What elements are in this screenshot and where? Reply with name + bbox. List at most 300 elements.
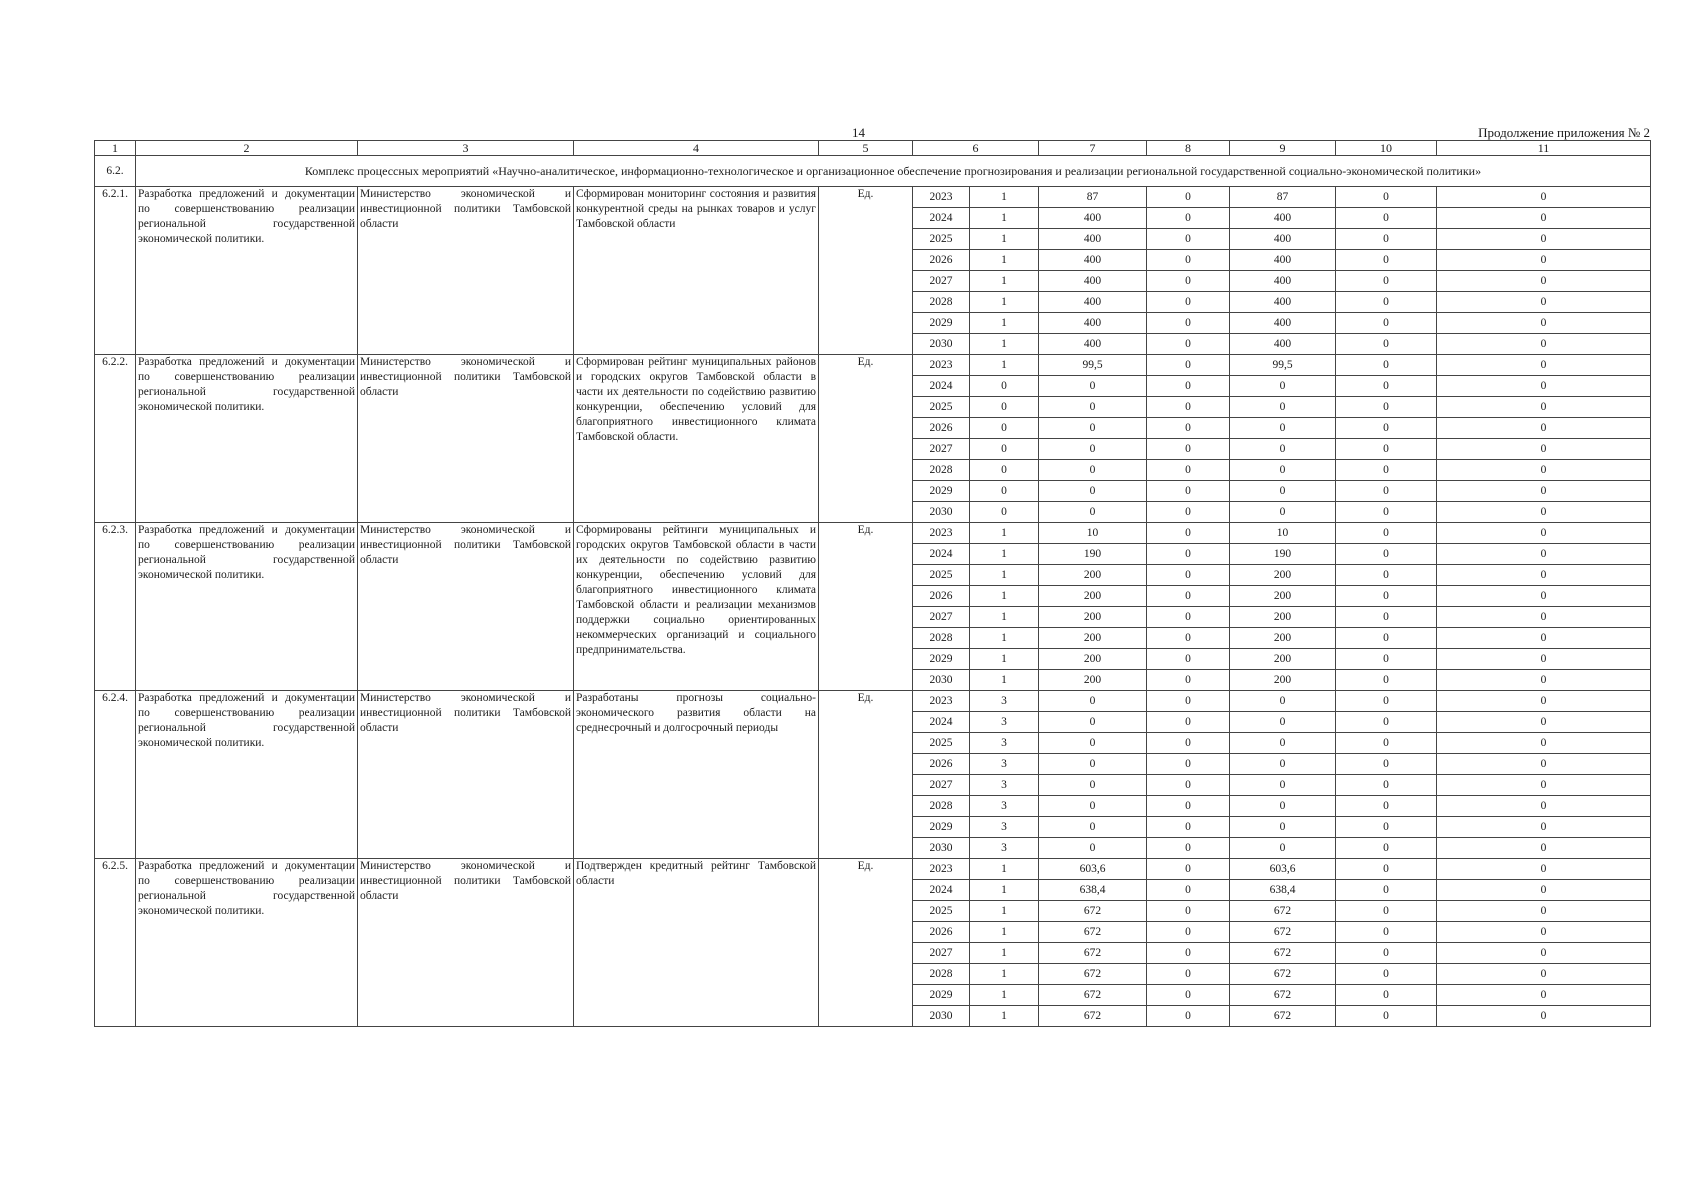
cell-col6: 1	[970, 649, 1039, 670]
cell-col10: 0	[1336, 817, 1437, 838]
cell-col7: 400	[1039, 271, 1147, 292]
cell-col9: 672	[1230, 901, 1336, 922]
cell-col6: 1	[970, 670, 1039, 691]
cell-col7: 87	[1039, 187, 1147, 208]
cell-col7: 400	[1039, 313, 1147, 334]
cell-year: 2028	[913, 964, 970, 985]
item-executor: Министерство экономической и инвестиционной политики Тамбовской области	[358, 691, 574, 859]
cell-col9: 0	[1230, 397, 1336, 418]
cell-col6: 1	[970, 880, 1039, 901]
cell-col8: 0	[1147, 901, 1230, 922]
cell-col11: 0	[1437, 376, 1651, 397]
item-name: Разработка предложений и документации по совершенствованию реализации региональной государственной экономической политики.	[136, 355, 358, 523]
cell-col7: 200	[1039, 670, 1147, 691]
cell-col9: 0	[1230, 481, 1336, 502]
cell-year: 2024	[913, 712, 970, 733]
cell-col9: 0	[1230, 817, 1336, 838]
cell-col11: 0	[1437, 733, 1651, 754]
cell-col6: 0	[970, 481, 1039, 502]
cell-col8: 0	[1147, 544, 1230, 565]
cell-col10: 0	[1336, 523, 1437, 544]
cell-col9: 672	[1230, 1006, 1336, 1027]
cell-year: 2030	[913, 1006, 970, 1027]
program-table	[94, 140, 1651, 1027]
cell-col8: 0	[1147, 943, 1230, 964]
cell-year: 2025	[913, 733, 970, 754]
cell-col11: 0	[1437, 901, 1651, 922]
cell-col10: 0	[1336, 607, 1437, 628]
cell-col7: 400	[1039, 334, 1147, 355]
cell-col7: 0	[1039, 796, 1147, 817]
cell-col6: 3	[970, 733, 1039, 754]
cell-col11: 0	[1437, 670, 1651, 691]
cell-year: 2026	[913, 754, 970, 775]
cell-col9: 672	[1230, 964, 1336, 985]
cell-col7: 672	[1039, 985, 1147, 1006]
cell-year: 2029	[913, 313, 970, 334]
cell-col9: 190	[1230, 544, 1336, 565]
cell-year: 2027	[913, 775, 970, 796]
cell-col11: 0	[1437, 1006, 1651, 1027]
cell-year: 2028	[913, 460, 970, 481]
cell-year: 2028	[913, 796, 970, 817]
cell-col6: 3	[970, 754, 1039, 775]
cell-col7: 200	[1039, 649, 1147, 670]
cell-col10: 0	[1336, 964, 1437, 985]
item-number: 6.2.3.	[95, 523, 136, 691]
cell-col8: 0	[1147, 460, 1230, 481]
cell-col11: 0	[1437, 292, 1651, 313]
cell-col10: 0	[1336, 754, 1437, 775]
cell-year: 2024	[913, 376, 970, 397]
cell-col9: 200	[1230, 649, 1336, 670]
cell-col10: 0	[1336, 250, 1437, 271]
cell-col7: 0	[1039, 376, 1147, 397]
cell-col7: 672	[1039, 964, 1147, 985]
cell-col8: 0	[1147, 292, 1230, 313]
cell-col11: 0	[1437, 418, 1651, 439]
column-header-9: 9	[1230, 141, 1336, 156]
cell-col10: 0	[1336, 628, 1437, 649]
cell-col10: 0	[1336, 796, 1437, 817]
cell-col6: 1	[970, 901, 1039, 922]
cell-col6: 1	[970, 313, 1039, 334]
cell-col8: 0	[1147, 271, 1230, 292]
cell-col8: 0	[1147, 418, 1230, 439]
cell-col7: 672	[1039, 943, 1147, 964]
cell-col7: 672	[1039, 901, 1147, 922]
cell-col10: 0	[1336, 943, 1437, 964]
cell-col9: 200	[1230, 607, 1336, 628]
cell-col8: 0	[1147, 565, 1230, 586]
item-result: Подтвержден кредитный рейтинг Тамбовской области	[574, 859, 819, 1027]
cell-col11: 0	[1437, 187, 1651, 208]
column-header-1: 1	[95, 141, 136, 156]
cell-year: 2028	[913, 292, 970, 313]
cell-col8: 0	[1147, 481, 1230, 502]
cell-col7: 0	[1039, 397, 1147, 418]
cell-col7: 672	[1039, 1006, 1147, 1027]
cell-col9: 400	[1230, 313, 1336, 334]
cell-year: 2024	[913, 880, 970, 901]
cell-col8: 0	[1147, 250, 1230, 271]
cell-col11: 0	[1437, 817, 1651, 838]
cell-col8: 0	[1147, 208, 1230, 229]
cell-col9: 0	[1230, 691, 1336, 712]
cell-col10: 0	[1336, 418, 1437, 439]
page-number: 14	[852, 125, 865, 140]
cell-col11: 0	[1437, 964, 1651, 985]
cell-col7: 0	[1039, 502, 1147, 523]
cell-col11: 0	[1437, 229, 1651, 250]
cell-col9: 0	[1230, 376, 1336, 397]
cell-col11: 0	[1437, 544, 1651, 565]
cell-year: 2025	[913, 901, 970, 922]
column-header-4: 4	[574, 141, 819, 156]
cell-year: 2028	[913, 628, 970, 649]
item-year-row	[95, 355, 1651, 376]
cell-col9: 0	[1230, 439, 1336, 460]
item-name: Разработка предложений и документации по совершенствованию реализации региональной государственной экономической политики.	[136, 523, 358, 691]
cell-year: 2029	[913, 985, 970, 1006]
cell-col9: 0	[1230, 460, 1336, 481]
cell-col10: 0	[1336, 355, 1437, 376]
cell-col9: 0	[1230, 775, 1336, 796]
cell-col11: 0	[1437, 859, 1651, 880]
cell-col7: 0	[1039, 691, 1147, 712]
cell-col8: 0	[1147, 313, 1230, 334]
item-unit: Ед.	[819, 355, 913, 523]
cell-col7: 0	[1039, 775, 1147, 796]
cell-col10: 0	[1336, 838, 1437, 859]
cell-col10: 0	[1336, 376, 1437, 397]
cell-col6: 1	[970, 187, 1039, 208]
cell-col8: 0	[1147, 334, 1230, 355]
cell-col6: 3	[970, 796, 1039, 817]
item-year-row	[95, 187, 1651, 208]
cell-col8: 0	[1147, 523, 1230, 544]
cell-col11: 0	[1437, 586, 1651, 607]
appendix-note: Продолжение приложения № 2	[1478, 125, 1650, 140]
cell-col6: 1	[970, 985, 1039, 1006]
cell-col9: 200	[1230, 565, 1336, 586]
item-executor: Министерство экономической и инвестиционной политики Тамбовской области	[358, 859, 574, 1027]
cell-col9: 672	[1230, 922, 1336, 943]
cell-col6: 1	[970, 922, 1039, 943]
cell-col6: 1	[970, 271, 1039, 292]
cell-col11: 0	[1437, 628, 1651, 649]
cell-year: 2026	[913, 250, 970, 271]
cell-col8: 0	[1147, 985, 1230, 1006]
cell-col6: 1	[970, 586, 1039, 607]
cell-col9: 400	[1230, 250, 1336, 271]
cell-col10: 0	[1336, 271, 1437, 292]
cell-col11: 0	[1437, 565, 1651, 586]
cell-col7: 0	[1039, 712, 1147, 733]
cell-col8: 0	[1147, 355, 1230, 376]
cell-col8: 0	[1147, 586, 1230, 607]
cell-year: 2023	[913, 355, 970, 376]
cell-col8: 0	[1147, 859, 1230, 880]
cell-col7: 0	[1039, 754, 1147, 775]
cell-col11: 0	[1437, 439, 1651, 460]
column-header-3: 3	[358, 141, 574, 156]
cell-col10: 0	[1336, 460, 1437, 481]
cell-col6: 0	[970, 460, 1039, 481]
cell-col6: 1	[970, 292, 1039, 313]
cell-col11: 0	[1437, 880, 1651, 901]
cell-col6: 1	[970, 334, 1039, 355]
item-number: 6.2.2.	[95, 355, 136, 523]
cell-col10: 0	[1336, 1006, 1437, 1027]
cell-col8: 0	[1147, 187, 1230, 208]
cell-col9: 0	[1230, 712, 1336, 733]
item-year-row	[95, 523, 1651, 544]
cell-col6: 1	[970, 565, 1039, 586]
cell-col8: 0	[1147, 649, 1230, 670]
cell-col7: 638,4	[1039, 880, 1147, 901]
cell-col8: 0	[1147, 754, 1230, 775]
cell-year: 2024	[913, 544, 970, 565]
section-title: Комплекс процессных мероприятий «Научно-аналитическое, информационно-технологическое и организационное обеспечение прогнозирования и реализации региональной государственной социально-экономической политики»	[136, 156, 1651, 187]
column-header-5: 5	[819, 141, 913, 156]
cell-year: 2027	[913, 607, 970, 628]
cell-year: 2025	[913, 397, 970, 418]
column-header-11: 11	[1437, 141, 1651, 156]
cell-col6: 1	[970, 964, 1039, 985]
item-name: Разработка предложений и документации по совершенствованию реализации региональной государственной экономической политики.	[136, 691, 358, 859]
column-header-6: 6	[913, 141, 1039, 156]
cell-col6: 0	[970, 502, 1039, 523]
cell-col10: 0	[1336, 691, 1437, 712]
cell-col7: 400	[1039, 250, 1147, 271]
cell-col6: 3	[970, 775, 1039, 796]
cell-col11: 0	[1437, 775, 1651, 796]
cell-year: 2026	[913, 586, 970, 607]
cell-col11: 0	[1437, 754, 1651, 775]
cell-col10: 0	[1336, 313, 1437, 334]
cell-col9: 200	[1230, 628, 1336, 649]
cell-col8: 0	[1147, 838, 1230, 859]
cell-col8: 0	[1147, 775, 1230, 796]
cell-col8: 0	[1147, 229, 1230, 250]
cell-col6: 1	[970, 943, 1039, 964]
cell-col6: 1	[970, 523, 1039, 544]
cell-col8: 0	[1147, 964, 1230, 985]
cell-year: 2023	[913, 691, 970, 712]
item-number: 6.2.1.	[95, 187, 136, 355]
cell-col10: 0	[1336, 712, 1437, 733]
cell-col11: 0	[1437, 985, 1651, 1006]
cell-col10: 0	[1336, 397, 1437, 418]
cell-col11: 0	[1437, 250, 1651, 271]
cell-year: 2029	[913, 481, 970, 502]
cell-col10: 0	[1336, 208, 1437, 229]
cell-col9: 672	[1230, 943, 1336, 964]
cell-col11: 0	[1437, 649, 1651, 670]
cell-col8: 0	[1147, 1006, 1230, 1027]
cell-col10: 0	[1336, 334, 1437, 355]
cell-col8: 0	[1147, 712, 1230, 733]
section-row	[95, 156, 1651, 187]
cell-col11: 0	[1437, 922, 1651, 943]
cell-col7: 0	[1039, 817, 1147, 838]
cell-col6: 3	[970, 838, 1039, 859]
cell-col9: 200	[1230, 670, 1336, 691]
cell-col6: 3	[970, 817, 1039, 838]
cell-col7: 0	[1039, 418, 1147, 439]
cell-col10: 0	[1336, 649, 1437, 670]
cell-col11: 0	[1437, 712, 1651, 733]
cell-year: 2027	[913, 943, 970, 964]
cell-col9: 400	[1230, 271, 1336, 292]
cell-col11: 0	[1437, 607, 1651, 628]
cell-year: 2026	[913, 418, 970, 439]
cell-col10: 0	[1336, 187, 1437, 208]
cell-col6: 1	[970, 628, 1039, 649]
item-executor: Министерство экономической и инвестиционной политики Тамбовской области	[358, 355, 574, 523]
cell-col7: 0	[1039, 460, 1147, 481]
item-unit: Ед.	[819, 187, 913, 355]
cell-col11: 0	[1437, 943, 1651, 964]
cell-col9: 400	[1230, 208, 1336, 229]
cell-col11: 0	[1437, 271, 1651, 292]
cell-col10: 0	[1336, 775, 1437, 796]
cell-col9: 672	[1230, 985, 1336, 1006]
cell-col6: 1	[970, 208, 1039, 229]
cell-col11: 0	[1437, 313, 1651, 334]
cell-col10: 0	[1336, 985, 1437, 1006]
cell-col8: 0	[1147, 796, 1230, 817]
cell-col9: 0	[1230, 502, 1336, 523]
cell-col7: 0	[1039, 439, 1147, 460]
cell-year: 2025	[913, 229, 970, 250]
cell-col11: 0	[1437, 523, 1651, 544]
item-number: 6.2.4.	[95, 691, 136, 859]
cell-year: 2023	[913, 187, 970, 208]
column-header-8: 8	[1147, 141, 1230, 156]
cell-year: 2026	[913, 922, 970, 943]
cell-col8: 0	[1147, 376, 1230, 397]
cell-col6: 3	[970, 691, 1039, 712]
cell-col6: 1	[970, 229, 1039, 250]
cell-col9: 400	[1230, 292, 1336, 313]
cell-col6: 1	[970, 859, 1039, 880]
cell-year: 2027	[913, 439, 970, 460]
cell-col6: 1	[970, 1006, 1039, 1027]
cell-col9: 0	[1230, 796, 1336, 817]
cell-col8: 0	[1147, 607, 1230, 628]
cell-col9: 0	[1230, 733, 1336, 754]
cell-col6: 3	[970, 712, 1039, 733]
column-number-row	[95, 141, 1651, 156]
cell-col10: 0	[1336, 859, 1437, 880]
cell-col10: 0	[1336, 565, 1437, 586]
cell-col11: 0	[1437, 691, 1651, 712]
cell-col9: 638,4	[1230, 880, 1336, 901]
item-result: Сформирован мониторинг состояния и развития конкурентной среды на рынках товаров и услуг Тамбовской области	[574, 187, 819, 355]
cell-year: 2023	[913, 859, 970, 880]
cell-col10: 0	[1336, 880, 1437, 901]
cell-col9: 0	[1230, 838, 1336, 859]
cell-year: 2029	[913, 817, 970, 838]
cell-col7: 0	[1039, 733, 1147, 754]
cell-col10: 0	[1336, 292, 1437, 313]
cell-col10: 0	[1336, 670, 1437, 691]
item-unit: Ед.	[819, 691, 913, 859]
cell-col9: 400	[1230, 229, 1336, 250]
cell-col9: 0	[1230, 418, 1336, 439]
cell-year: 2029	[913, 649, 970, 670]
cell-col8: 0	[1147, 502, 1230, 523]
cell-col10: 0	[1336, 502, 1437, 523]
cell-col6: 0	[970, 376, 1039, 397]
cell-col7: 400	[1039, 292, 1147, 313]
cell-year: 2027	[913, 271, 970, 292]
cell-col7: 99,5	[1039, 355, 1147, 376]
cell-col11: 0	[1437, 838, 1651, 859]
cell-col6: 1	[970, 607, 1039, 628]
cell-year: 2030	[913, 670, 970, 691]
cell-col9: 10	[1230, 523, 1336, 544]
cell-col11: 0	[1437, 502, 1651, 523]
cell-col8: 0	[1147, 397, 1230, 418]
cell-col7: 0	[1039, 481, 1147, 502]
section-number: 6.2.	[95, 156, 136, 187]
cell-col6: 0	[970, 397, 1039, 418]
cell-col9: 99,5	[1230, 355, 1336, 376]
cell-col6: 1	[970, 355, 1039, 376]
cell-col7: 200	[1039, 565, 1147, 586]
cell-col8: 0	[1147, 880, 1230, 901]
cell-year: 2030	[913, 334, 970, 355]
item-unit: Ед.	[819, 523, 913, 691]
cell-col10: 0	[1336, 229, 1437, 250]
item-year-row	[95, 859, 1651, 880]
item-executor: Министерство экономической и инвестиционной политики Тамбовской области	[358, 523, 574, 691]
cell-col7: 400	[1039, 208, 1147, 229]
item-unit: Ед.	[819, 859, 913, 1027]
cell-year: 2023	[913, 523, 970, 544]
cell-col7: 10	[1039, 523, 1147, 544]
cell-col8: 0	[1147, 922, 1230, 943]
cell-col10: 0	[1336, 544, 1437, 565]
cell-col6: 0	[970, 418, 1039, 439]
cell-col11: 0	[1437, 355, 1651, 376]
cell-col7: 400	[1039, 229, 1147, 250]
cell-col11: 0	[1437, 460, 1651, 481]
cell-col9: 87	[1230, 187, 1336, 208]
item-name: Разработка предложений и документации по совершенствованию реализации региональной государственной экономической политики.	[136, 859, 358, 1027]
cell-col7: 0	[1039, 838, 1147, 859]
cell-col10: 0	[1336, 733, 1437, 754]
cell-col6: 0	[970, 439, 1039, 460]
cell-year: 2025	[913, 565, 970, 586]
cell-col6: 1	[970, 544, 1039, 565]
cell-col11: 0	[1437, 208, 1651, 229]
cell-year: 2024	[913, 208, 970, 229]
item-result: Сформирован рейтинг муниципальных районов и городских округов Тамбовской области в части их деятельности по содействию развитию конкуренции, обеспечению условий для благоприятного инвестиционного климата Тамбовской области.	[574, 355, 819, 523]
column-header-10: 10	[1336, 141, 1437, 156]
cell-col10: 0	[1336, 439, 1437, 460]
cell-col7: 190	[1039, 544, 1147, 565]
cell-col9: 400	[1230, 334, 1336, 355]
cell-col7: 200	[1039, 607, 1147, 628]
cell-col8: 0	[1147, 691, 1230, 712]
item-year-row	[95, 691, 1651, 712]
item-result: Сформированы рейтинги муниципальных и городских округов Тамбовской области в части их деятельности по содействию развитию конкуренции, обеспечению условий для благоприятного инвестиционного климата Тамбовской области и реализации механизмов поддержки социально ориентированных некоммерческих организаций и социального предпринимательства.	[574, 523, 819, 691]
item-executor: Министерство экономической и инвестиционной политики Тамбовской области	[358, 187, 574, 355]
